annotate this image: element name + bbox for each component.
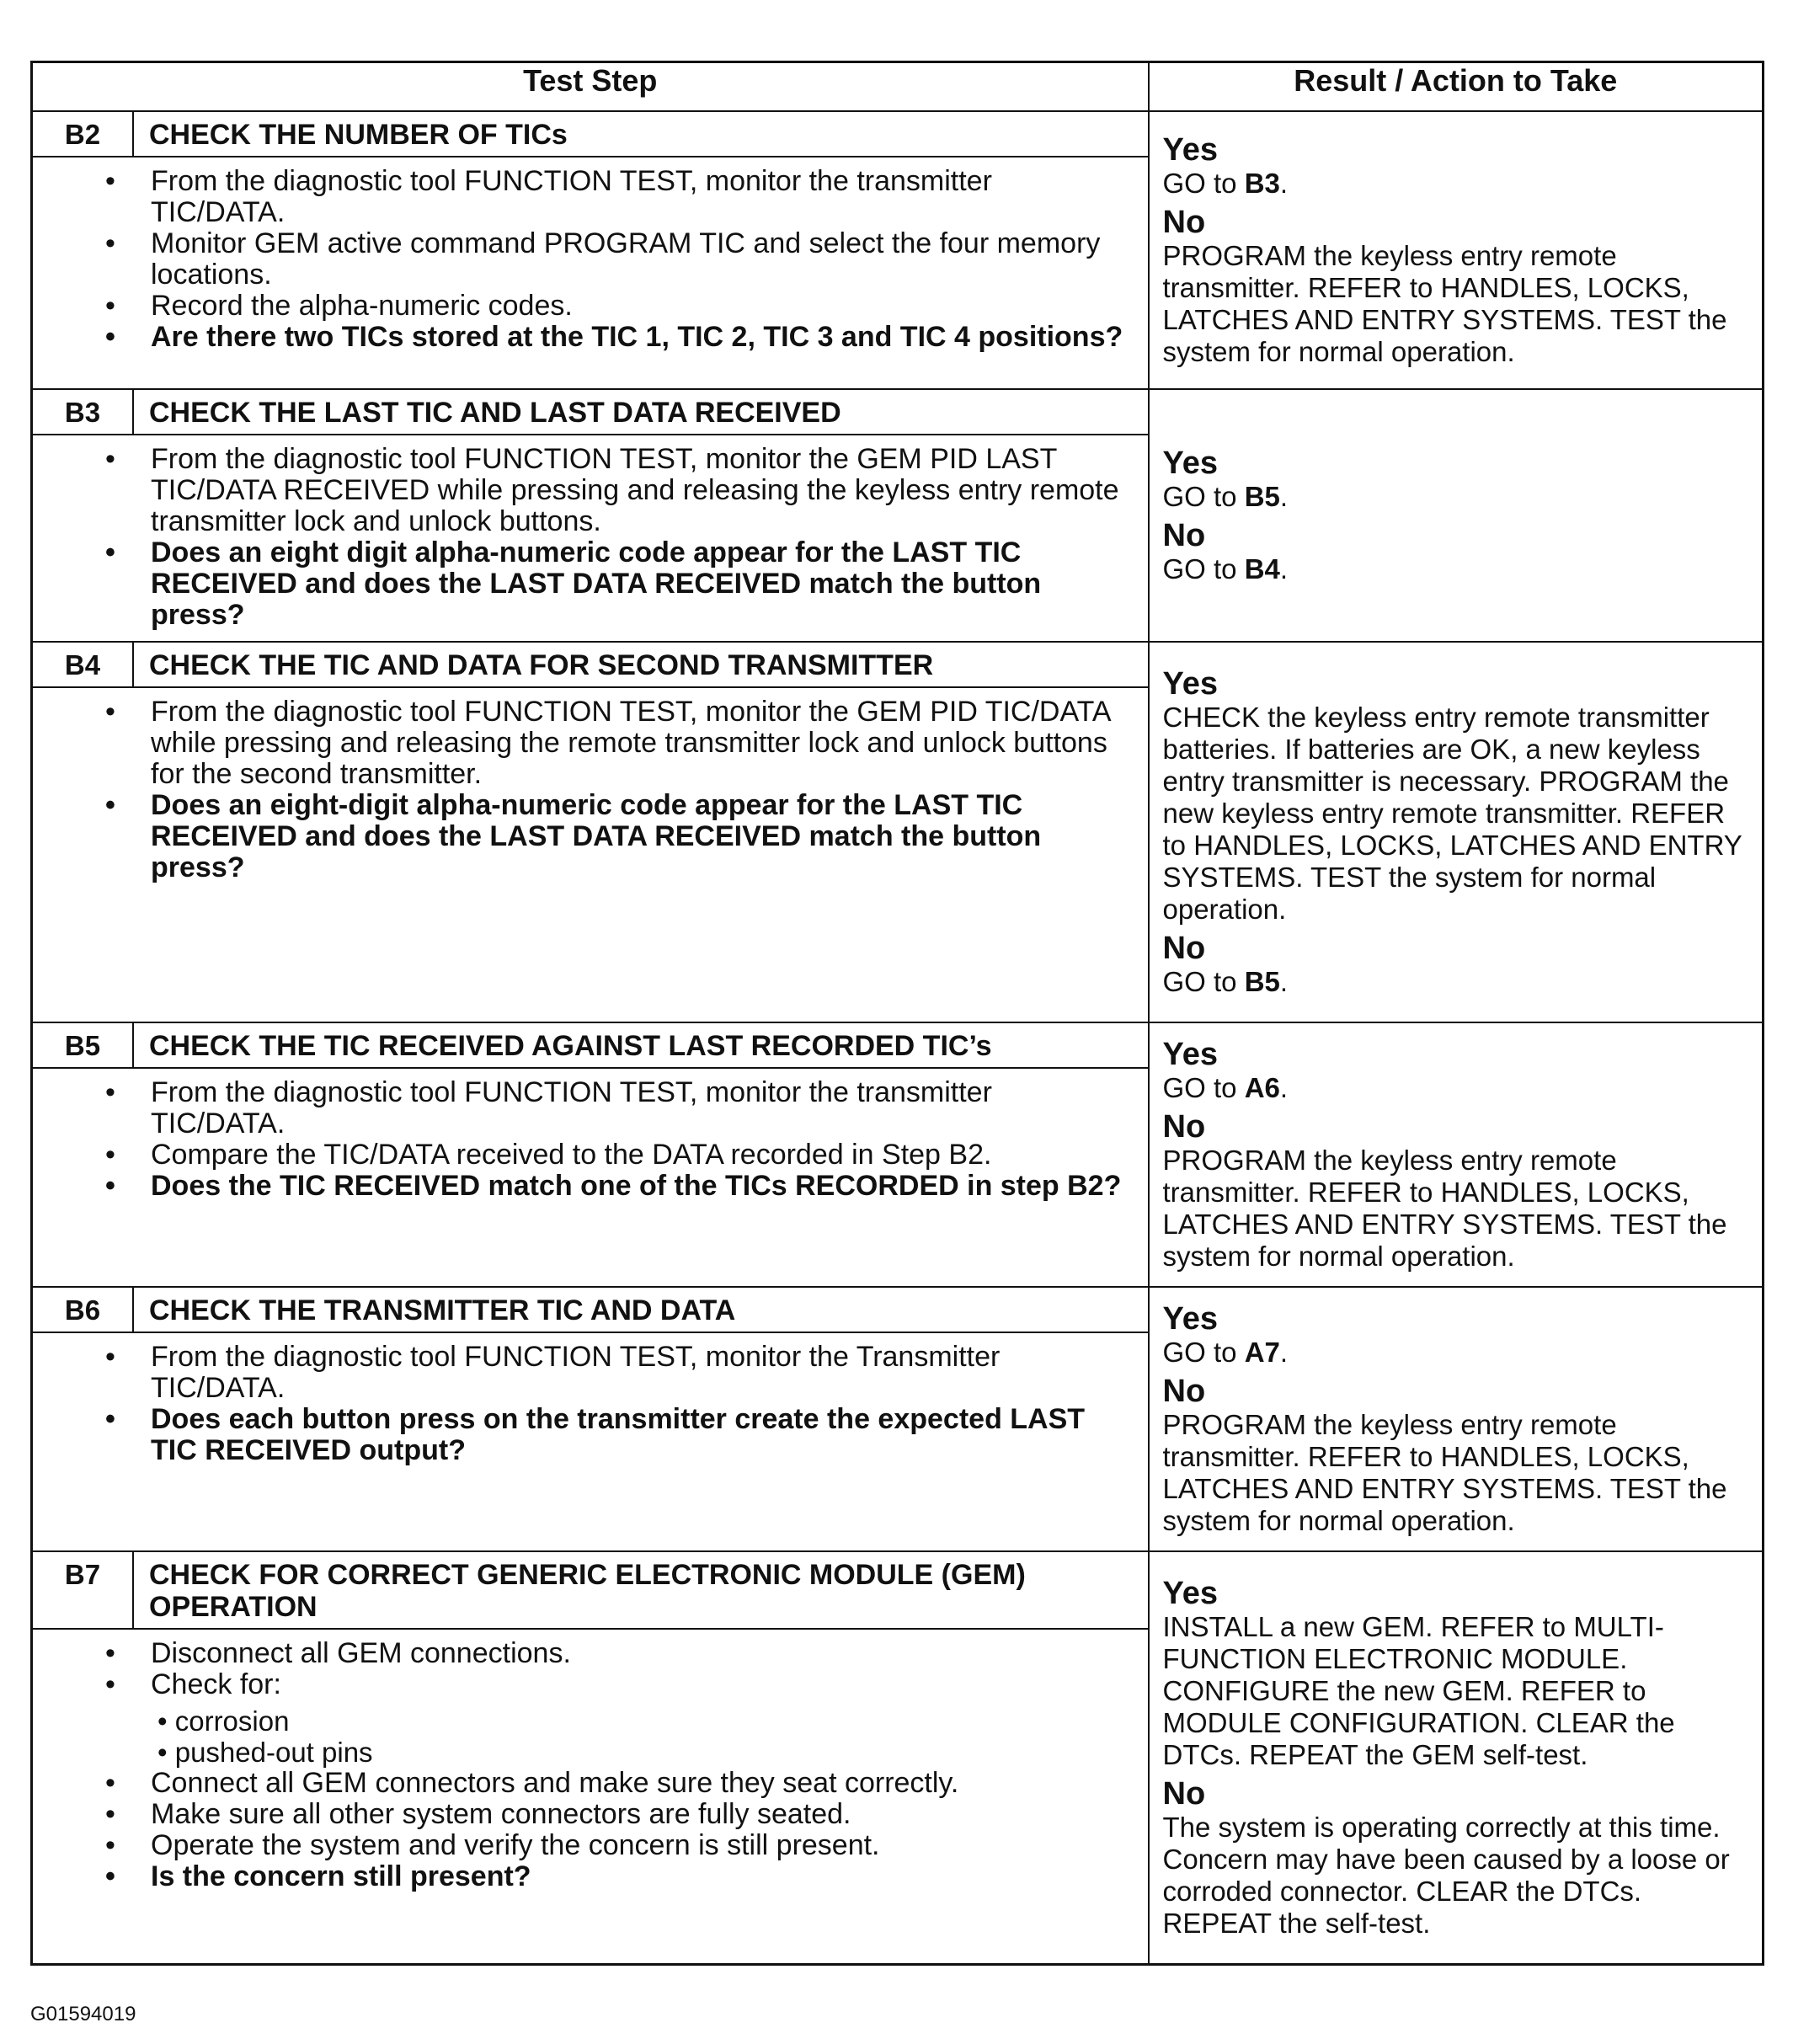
step-title: CHECK THE TIC RECEIVED AGAINST LAST RECORDED TIC’s bbox=[149, 1030, 992, 1062]
step-instruction bbox=[105, 227, 1131, 291]
sub-list-item bbox=[151, 1705, 1131, 1768]
step-instruction bbox=[105, 165, 1131, 228]
figure-id: G01594019 bbox=[30, 2003, 136, 2025]
no-tail: . bbox=[1279, 966, 1289, 997]
step-header bbox=[33, 390, 1148, 435]
result-action bbox=[1150, 1562, 1763, 1953]
instruction-text: Disconnect all GEM connections. bbox=[151, 1637, 571, 1669]
result-action bbox=[1150, 119, 1763, 382]
test-step-cell bbox=[32, 1287, 1149, 1551]
step-id: B3 bbox=[33, 390, 134, 434]
no-step-ref: B5 bbox=[1244, 966, 1280, 997]
bullet-icon: • bbox=[105, 1637, 115, 1669]
step-instructions bbox=[33, 157, 1148, 363]
diagnostic-document bbox=[30, 61, 1762, 1966]
yes-text: INSTALL a new GEM. REFER to MULTI-FUNCTION ELECTRONIC MODULE. CONFIGURE the new GEM. REFER to MODULE CONFIGURATION. CLEAR the DTCs. REPEAT the GEM self-test. bbox=[1162, 1610, 1675, 1770]
bullet-icon: • bbox=[105, 1076, 115, 1108]
instruction-text: Compare the TIC/DATA received to the DATA recorded in Step B2. bbox=[151, 1139, 992, 1171]
instruction-text: Does the TIC RECEIVED match one of the TICs RECORDED in step B2? bbox=[151, 1170, 1122, 1202]
no-label: No bbox=[1162, 205, 1206, 240]
test-step bbox=[33, 390, 1148, 641]
step-id: B6 bbox=[33, 1288, 134, 1332]
step-instructions bbox=[33, 1069, 1148, 1212]
table-header-row bbox=[32, 62, 1764, 112]
instruction-text: Does an eight-digit alpha-numeric code appear for the LAST TIC RECEIVED and does the LAST DATA RECEIVED match the button press? bbox=[151, 789, 1042, 883]
instruction-text: Is the concern still present? bbox=[151, 1860, 531, 1892]
table-row bbox=[32, 1022, 1764, 1287]
no-action bbox=[1163, 1812, 1753, 1940]
instruction-text: Does an eight digit alpha-numeric code appear for the LAST TIC RECEIVED and does the LAST DATA RECEIVED match the button press? bbox=[151, 536, 1042, 631]
no-action bbox=[1163, 966, 1753, 998]
bullet-icon: • bbox=[105, 443, 115, 475]
yes-text: GO to bbox=[1162, 168, 1245, 199]
bullet-icon: • bbox=[105, 1767, 115, 1799]
step-instruction bbox=[105, 1341, 1131, 1404]
yes-action bbox=[1163, 481, 1753, 513]
step-title: CHECK THE TIC AND DATA FOR SECOND TRANSMITTER bbox=[149, 649, 934, 681]
result-action bbox=[1150, 1288, 1763, 1550]
no-text: PROGRAM the keyless entry remote transmitter. REFER to HANDLES, LOCKS, LATCHES AND ENTRY SYSTEMS. TEST the system for normal operation. bbox=[1162, 1145, 1727, 1272]
yes-tail: . bbox=[1279, 481, 1289, 512]
instruction-text: Operate the system and verify the concern is still present. bbox=[151, 1829, 880, 1861]
no-label: No bbox=[1162, 1775, 1206, 1812]
bullet-icon: • bbox=[105, 536, 115, 568]
no-action bbox=[1163, 553, 1753, 585]
step-title: CHECK FOR CORRECT GENERIC ELECTRONIC MODULE (GEM) OPERATION bbox=[149, 1559, 1026, 1623]
table-row bbox=[32, 111, 1764, 389]
instruction-text: Make sure all other system connectors are fully seated. bbox=[151, 1798, 851, 1830]
step-instruction bbox=[105, 1139, 1131, 1171]
instruction-text: From the diagnostic tool FUNCTION TEST, monitor the transmitter TIC/DATA. bbox=[151, 1076, 992, 1139]
yes-action bbox=[1163, 1611, 1753, 1771]
test-step bbox=[33, 643, 1148, 894]
no-label: No bbox=[1162, 518, 1206, 553]
bullet-icon: • bbox=[105, 1860, 115, 1892]
no-text: PROGRAM the keyless entry remote transmitter. REFER to HANDLES, LOCKS, LATCHES AND ENTRY SYSTEMS. TEST the system for normal operation. bbox=[1162, 1409, 1727, 1536]
yes-label: Yes bbox=[1162, 132, 1219, 168]
step-instruction bbox=[105, 1637, 1131, 1669]
result-cell bbox=[1149, 1287, 1764, 1551]
yes-tail: . bbox=[1279, 1337, 1289, 1368]
result-cell bbox=[1149, 642, 1764, 1022]
step-question bbox=[105, 536, 1131, 631]
yes-label: Yes bbox=[1162, 1301, 1219, 1337]
test-step-cell bbox=[32, 1551, 1149, 1964]
test-step bbox=[33, 1288, 1148, 1476]
bullet-icon: • bbox=[105, 1341, 115, 1373]
result-cell bbox=[1149, 1551, 1764, 1964]
result-cell bbox=[1149, 1022, 1764, 1287]
header-test-step: Test Step bbox=[32, 62, 1149, 112]
step-header bbox=[33, 643, 1148, 688]
test-step-cell bbox=[32, 111, 1149, 389]
no-text: GO to bbox=[1162, 966, 1245, 997]
result-action bbox=[1150, 653, 1763, 1011]
bullet-icon: • bbox=[105, 1829, 115, 1861]
step-id: B5 bbox=[33, 1023, 134, 1067]
yes-step-ref: A6 bbox=[1244, 1072, 1280, 1103]
instruction-text: From the diagnostic tool FUNCTION TEST, monitor the Transmitter TIC/DATA. bbox=[151, 1341, 1001, 1404]
no-action bbox=[1163, 1409, 1753, 1537]
step-id: B2 bbox=[33, 112, 134, 156]
bullet-icon: • bbox=[105, 165, 115, 197]
step-instruction bbox=[105, 1076, 1131, 1139]
step-title: CHECK THE LAST TIC AND LAST DATA RECEIVED bbox=[149, 397, 841, 429]
step-question bbox=[105, 1170, 1131, 1202]
step-instruction bbox=[105, 1798, 1131, 1830]
no-action bbox=[1163, 1145, 1753, 1273]
yes-text: GO to bbox=[1162, 481, 1245, 512]
no-action bbox=[1163, 240, 1753, 368]
bullet-icon: • bbox=[105, 696, 115, 728]
step-question bbox=[105, 321, 1131, 353]
bullet-icon: • bbox=[105, 321, 115, 353]
yes-label: Yes bbox=[1162, 1575, 1219, 1611]
table-row bbox=[32, 642, 1764, 1022]
step-instruction bbox=[105, 1668, 1131, 1700]
instruction-text: From the diagnostic tool FUNCTION TEST, monitor the GEM PID LAST TIC/DATA RECEIVED while pressing and releasing the keyless entry remote transmitter lock and unlock buttons. bbox=[151, 443, 1119, 537]
instruction-text: From the diagnostic tool FUNCTION TEST, monitor the GEM PID TIC/DATA while pressing and releasing the remote transmitter lock and unlock buttons for the second transmitter. bbox=[151, 696, 1110, 790]
yes-action bbox=[1163, 168, 1753, 200]
test-step-cell bbox=[32, 1022, 1149, 1287]
bullet-icon: • bbox=[105, 1403, 115, 1435]
step-instructions bbox=[33, 435, 1148, 641]
no-label: No bbox=[1162, 1374, 1206, 1409]
sub-item: • pushed-out pins bbox=[157, 1737, 373, 1768]
yes-text: CHECK the keyless entry remote transmitter batteries. If batteries are OK, a new keyless entry transmitter is necessary. PROGRAM the new keyless entry remote transmitter. REFER to HANDLES, LOCKS, LATCHES AND ENTRY SYSTEMS. TEST the system for normal operation. bbox=[1162, 702, 1742, 925]
yes-step-ref: A7 bbox=[1244, 1337, 1280, 1368]
test-step-cell bbox=[32, 642, 1149, 1022]
no-label: No bbox=[1162, 931, 1206, 966]
yes-label: Yes bbox=[1162, 666, 1219, 702]
yes-action bbox=[1163, 1072, 1753, 1104]
step-header bbox=[33, 1023, 1148, 1069]
step-instructions bbox=[33, 688, 1148, 894]
step-header bbox=[33, 1288, 1148, 1333]
bullet-icon: • bbox=[105, 227, 115, 259]
step-instruction bbox=[105, 290, 1131, 322]
yes-action bbox=[1163, 702, 1753, 926]
bullet-icon: • bbox=[105, 1170, 115, 1202]
yes-tail: . bbox=[1279, 1072, 1289, 1103]
yes-step-ref: B3 bbox=[1244, 168, 1280, 199]
yes-tail: . bbox=[1279, 168, 1289, 199]
result-action bbox=[1150, 1023, 1763, 1286]
no-step-ref: B4 bbox=[1244, 553, 1280, 584]
result-cell bbox=[1149, 389, 1764, 642]
no-text: The system is operating correctly at this time. Concern may have been caused by a loose or corroded connector. CLEAR the DTCs. REPEAT the self-test. bbox=[1162, 1811, 1730, 1939]
step-instructions bbox=[33, 1333, 1148, 1476]
no-tail: . bbox=[1279, 553, 1289, 584]
yes-label: Yes bbox=[1162, 1037, 1219, 1072]
table-row bbox=[32, 389, 1764, 642]
test-step bbox=[33, 1552, 1148, 1903]
instruction-text: Are there two TICs stored at the TIC 1, TIC 2, TIC 3 and TIC 4 positions? bbox=[151, 321, 1123, 353]
table-row bbox=[32, 1287, 1764, 1551]
check-sub-list bbox=[151, 1705, 1131, 1768]
result-cell bbox=[1149, 111, 1764, 389]
bullet-icon: • bbox=[105, 1798, 115, 1830]
sub-item: • corrosion bbox=[157, 1705, 290, 1737]
header-result-action: Result / Action to Take bbox=[1149, 62, 1764, 112]
no-text: GO to bbox=[1162, 553, 1245, 584]
instruction-text: Connect all GEM connectors and make sure they seat correctly. bbox=[151, 1767, 959, 1799]
test-step-cell bbox=[32, 389, 1149, 642]
step-header bbox=[33, 112, 1148, 157]
test-step bbox=[33, 1023, 1148, 1212]
bullet-icon: • bbox=[105, 789, 115, 821]
step-id: B4 bbox=[33, 643, 134, 686]
step-instructions bbox=[33, 1630, 1148, 1903]
step-id: B7 bbox=[33, 1552, 134, 1628]
step-title: CHECK THE NUMBER OF TICs bbox=[149, 119, 568, 151]
yes-text: GO to bbox=[1162, 1337, 1245, 1368]
step-question bbox=[105, 1403, 1131, 1466]
pinpoint-test-table bbox=[30, 61, 1764, 1966]
bullet-icon: • bbox=[105, 1139, 115, 1171]
no-label: No bbox=[1162, 1109, 1206, 1145]
step-header bbox=[33, 1552, 1148, 1630]
bullet-icon: • bbox=[105, 290, 115, 322]
instruction-text: From the diagnostic tool FUNCTION TEST, monitor the transmitter TIC/DATA. bbox=[151, 165, 992, 228]
step-instruction bbox=[105, 1767, 1131, 1799]
bullet-icon: • bbox=[105, 1668, 115, 1700]
step-question bbox=[105, 789, 1131, 883]
step-instruction bbox=[105, 696, 1131, 790]
yes-label: Yes bbox=[1162, 446, 1219, 481]
table-row bbox=[32, 1551, 1764, 1964]
step-instruction bbox=[105, 1829, 1131, 1861]
yes-text: GO to bbox=[1162, 1072, 1245, 1103]
instruction-text: Does each button press on the transmitter create the expected LAST TIC RECEIVED output? bbox=[151, 1403, 1086, 1466]
instruction-text: Record the alpha-numeric codes. bbox=[151, 290, 573, 322]
step-title: CHECK THE TRANSMITTER TIC AND DATA bbox=[149, 1294, 736, 1326]
yes-action bbox=[1163, 1337, 1753, 1369]
test-step bbox=[33, 112, 1148, 363]
no-text: PROGRAM the keyless entry remote transmitter. REFER to HANDLES, LOCKS, LATCHES AND ENTRY SYSTEMS. TEST the system for normal operation. bbox=[1162, 240, 1727, 367]
step-instruction bbox=[105, 443, 1131, 537]
yes-step-ref: B5 bbox=[1244, 481, 1280, 512]
result-action bbox=[1150, 432, 1763, 599]
step-question bbox=[105, 1860, 1131, 1892]
instruction-text: Monitor GEM active command PROGRAM TIC and select the four memory locations. bbox=[151, 227, 1101, 291]
instruction-text: Check for: bbox=[151, 1668, 281, 1700]
